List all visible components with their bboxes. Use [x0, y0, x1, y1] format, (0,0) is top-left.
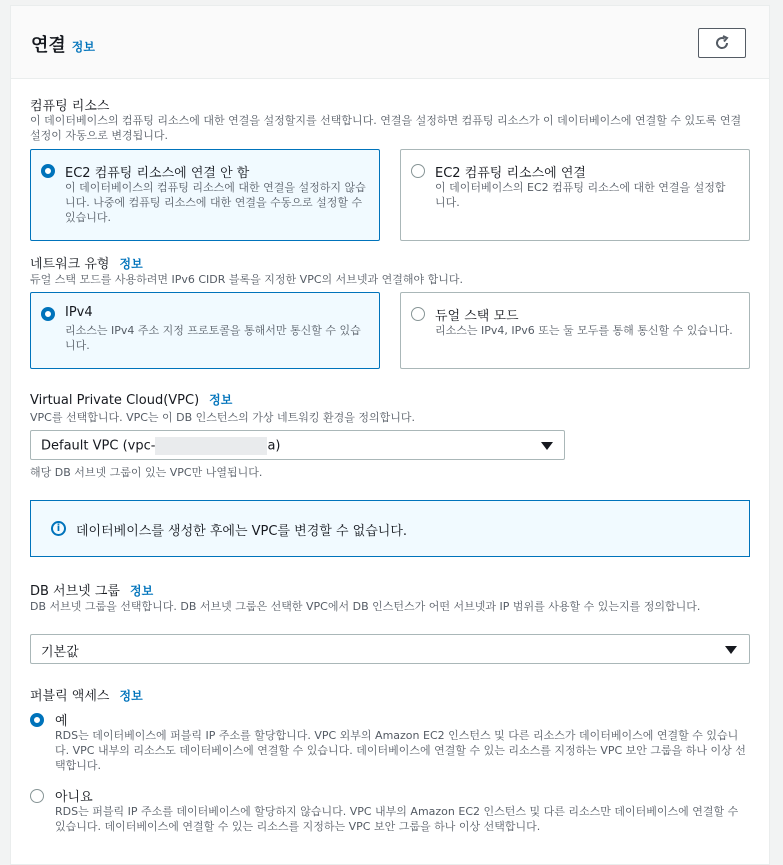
compute-label: 컴퓨팅 리소스	[30, 99, 110, 114]
network-info-link[interactable]: 정보	[119, 257, 143, 271]
public-label	[30, 685, 143, 704]
public-label-text: 퍼블릭 액세스	[30, 689, 110, 704]
radio-ipv4[interactable]	[41, 307, 55, 321]
compute-option-connect[interactable]	[400, 149, 750, 241]
section-title	[31, 31, 95, 57]
panel-header	[11, 6, 769, 79]
compute-desc: 이 데이터베이스의 컴퓨팅 리소스에 대한 연결을 설정할지를 선택합니다. 연결을 설정하면 컴퓨팅 리소스가 이 데이터베이스에 연결할 수 있도록 연결 설정이 자동으로 변경됩니다.	[30, 114, 742, 142]
info-circle-icon: i	[51, 521, 66, 536]
section-title-text: 연결	[31, 35, 66, 56]
vpc-info-alert	[30, 500, 750, 557]
network-option-ipv4[interactable]	[30, 292, 380, 369]
compute-option-title: EC2 컴퓨팅 리소스에 연결	[435, 166, 586, 181]
subnet-label	[30, 580, 153, 599]
network-option-desc: 리소스는 IPv4, IPv6 또는 둘 모두를 통해 통신할 수 있습니다.	[435, 324, 733, 337]
vpc-value-prefix: Default VPC (vpc-	[41, 438, 156, 454]
vpc-hint: 해당 DB 서브넷 그룹이 있는 VPC만 나열됩니다.	[30, 466, 263, 479]
vpc-select[interactable]	[30, 430, 565, 460]
public-option-desc: RDS는 데이터베이스에 퍼블릭 IP 주소를 할당합니다. VPC 외부의 Amazon EC2 인스턴스 및 다른 리소스가 데이터베이스에 연결할 수 있습니다. VPC 내부의 리소스도 데이터베이스에 연결할 수 있습니다. 데이터베이스에 연결할 수 있는 리소스를 지정하는 VPC 보안 그룹을 하나 이상 선택합니다.	[55, 729, 746, 772]
compute-option-no-connect[interactable]	[30, 149, 380, 241]
refresh-icon	[713, 34, 731, 52]
radio-public-yes[interactable]	[30, 713, 44, 727]
subnet-select-value: 기본값	[41, 645, 79, 660]
refresh-button[interactable]	[698, 28, 746, 58]
public-option-title[interactable]: 아니요	[55, 790, 93, 805]
subnet-desc: DB 서브넷 그룹을 선택합니다. DB 서브넷 그룹은 선택한 VPC에서 DB 인스턴스가 어떤 서브넷과 IP 범위를 사용할 수 있는지를 정의합니다.	[30, 600, 701, 613]
subnet-label-text: DB 서브넷 그룹	[30, 584, 120, 599]
network-label	[30, 253, 143, 272]
public-info-link[interactable]: 정보	[119, 689, 143, 703]
caret-down-icon	[541, 442, 553, 450]
alert-text: 데이터베이스를 생성한 후에는 VPC를 변경할 수 없습니다.	[76, 524, 408, 539]
network-desc: 듀얼 스택 모드를 사용하려면 IPv6 CIDR 블록을 지정한 VPC의 서브넷과 연결해야 합니다.	[30, 273, 463, 286]
vpc-value-suffix: a)	[267, 438, 281, 454]
public-option-title[interactable]: 예	[55, 714, 68, 729]
network-label-text: 네트워크 유형	[30, 257, 110, 272]
compute-option-title: EC2 컴퓨팅 리소스에 연결 안 함	[65, 166, 250, 181]
network-option-title: 듀얼 스택 모드	[435, 309, 519, 324]
radio-public-no[interactable]	[30, 789, 44, 803]
redacted-vpc-id	[155, 437, 267, 455]
vpc-select-value	[41, 437, 280, 455]
radio-compute-connect[interactable]	[411, 164, 425, 178]
vpc-label-text: Virtual Private Cloud(VPC)	[30, 393, 200, 408]
radio-dualstack[interactable]	[411, 307, 425, 321]
compute-option-desc: 이 데이터베이스의 EC2 컴퓨팅 리소스에 대한 연결을 설정합니다.	[435, 181, 726, 209]
radio-compute-no-connect[interactable]	[41, 164, 55, 178]
vpc-info-link[interactable]: 정보	[209, 393, 233, 407]
section-info-link[interactable]: 정보	[71, 40, 95, 54]
network-option-desc: 리소스는 IPv4 주소 지정 프로토콜을 통해서만 통신할 수 있습니다.	[65, 324, 361, 352]
subnet-select[interactable]	[30, 634, 750, 664]
vpc-desc: VPC를 선택합니다. VPC는 이 DB 인스턴스의 가상 네트워킹 환경을 정의합니다.	[30, 411, 416, 424]
compute-option-desc: 이 데이터베이스의 컴퓨팅 리소스에 대한 연결을 설정하지 않습니다. 나중에 컴퓨팅 리소스에 대한 연결을 수동으로 설정할 수 있습니다.	[65, 181, 366, 224]
network-option-title: IPv4	[65, 305, 93, 320]
caret-down-icon	[725, 646, 737, 654]
network-option-dualstack[interactable]	[400, 292, 750, 369]
subnet-info-link[interactable]: 정보	[129, 584, 154, 598]
public-option-desc: RDS는 퍼블릭 IP 주소를 데이터베이스에 할당하지 않습니다. VPC 내부의 Amazon EC2 인스턴스 및 다른 리소스만 데이터베이스에 연결할 수 있습니다. 데이터베이스에 연결할 수 있는 리소스를 지정하는 VPC 보안 그룹을 하나 이상 선택합니다.	[55, 805, 739, 833]
vpc-label	[30, 391, 232, 408]
